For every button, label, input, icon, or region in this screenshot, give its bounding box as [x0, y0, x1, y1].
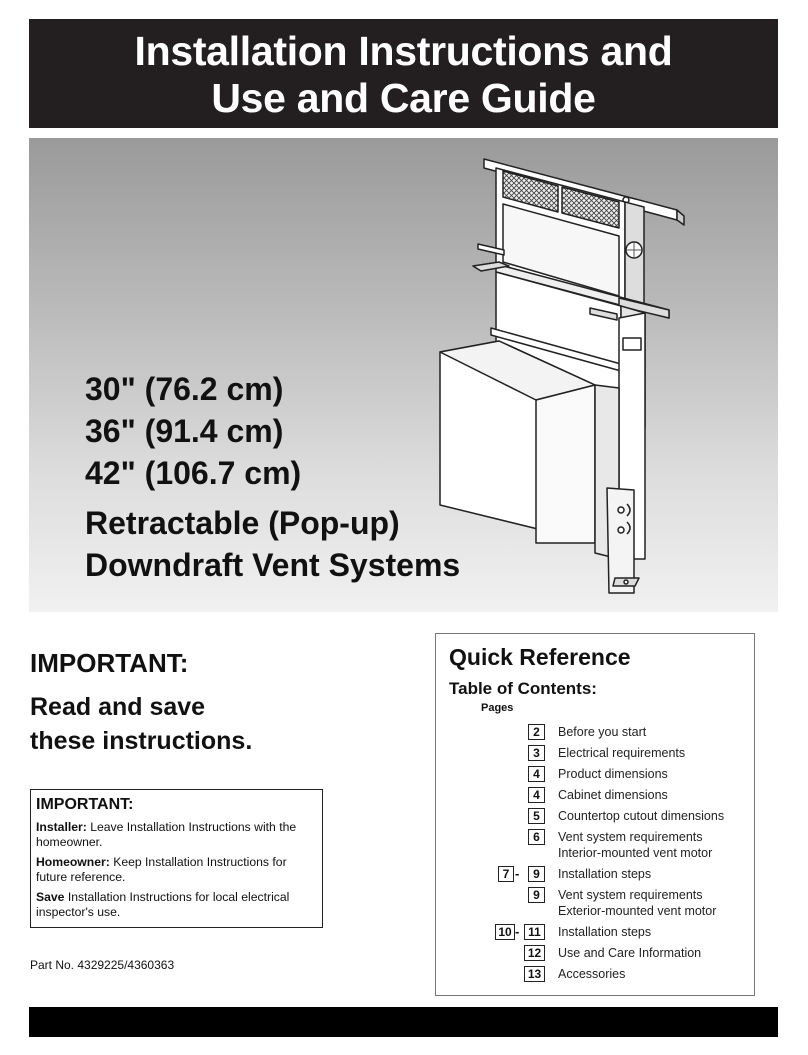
important-box-title: IMPORTANT: — [36, 796, 134, 813]
size-list — [85, 368, 301, 494]
toc-page-separator: - — [515, 866, 520, 881]
part-number: Part No. 4329225/4360363 — [30, 958, 175, 972]
homeowner-label: Homeowner: — [36, 855, 110, 869]
toc-page-start: 7 — [498, 866, 514, 882]
toc-entry-text: Use and Care Information — [558, 946, 702, 960]
installer-note — [36, 820, 318, 850]
title-line-1: Installation Instructions and — [134, 28, 673, 74]
save-label: Save — [36, 890, 65, 904]
toc-item[interactable] — [436, 745, 754, 763]
toc-item[interactable] — [436, 924, 754, 942]
important-notice-box — [30, 789, 323, 928]
size-36: 36" (91.4 cm) — [85, 413, 284, 449]
homeowner-text: Keep Installation Instructions for future reference. — [36, 855, 287, 884]
toc-entry-text: Accessories — [558, 967, 626, 981]
toc-item[interactable] — [436, 829, 754, 863]
toc-page-number: 12 — [524, 945, 545, 961]
toc-item[interactable] — [436, 724, 754, 742]
toc-entry-subtext: Exterior-mounted vent motor — [558, 904, 717, 918]
installer-text: Leave Installation Instructions with the homeowner. — [36, 820, 297, 849]
toc-page-number: 3 — [528, 745, 545, 761]
pages-label: Pages — [481, 702, 514, 714]
toc-page-number: 4 — [528, 766, 545, 782]
save-text: Installation Instructions for local electrical inspector's use. — [36, 890, 290, 919]
toc-page-number: 9 — [528, 866, 545, 882]
toc-entry-text: Product dimensions — [558, 767, 668, 781]
size-30: 30" (76.2 cm) — [85, 371, 284, 407]
product-name — [85, 502, 460, 586]
toc-entry-text: Electrical requirements — [558, 746, 686, 760]
toc-page-separator: - — [515, 924, 520, 939]
important-heading: IMPORTANT: — [30, 648, 189, 678]
toc-item[interactable] — [436, 945, 754, 963]
toc-page-start: 10 — [495, 924, 515, 940]
quick-reference-title: Quick Reference — [449, 644, 631, 670]
read-save-line-2: these instructions. — [30, 727, 253, 755]
toc-page-number: 5 — [528, 808, 545, 824]
toc-entry-text: Countertop cutout dimensions — [558, 809, 725, 823]
installer-label: Installer: — [36, 820, 87, 834]
table-of-contents-title: Table of Contents: — [449, 679, 597, 698]
toc-page-number: 2 — [528, 724, 545, 740]
read-save-line-1: Read and save — [30, 693, 206, 721]
title-line-2: Use and Care Guide — [211, 75, 596, 121]
read-and-save-notice — [30, 690, 252, 758]
quick-reference-box — [435, 633, 755, 996]
toc-entry-text: Cabinet dimensions — [558, 788, 668, 802]
toc-page-number: 11 — [524, 924, 545, 940]
product-name-line-2: Downdraft Vent Systems — [85, 547, 461, 583]
toc-page-number: 13 — [524, 966, 545, 982]
save-note — [36, 890, 318, 920]
toc-item[interactable] — [436, 966, 754, 984]
toc-entry-text: Before you start — [558, 725, 647, 739]
toc-entry-text: Installation steps — [558, 925, 652, 939]
toc-entry-text: Installation steps — [558, 867, 652, 881]
document-title-banner — [29, 19, 778, 128]
size-42: 42" (106.7 cm) — [85, 455, 302, 491]
toc-page-number: 9 — [528, 887, 545, 903]
toc-page-number: 6 — [528, 829, 545, 845]
toc-item[interactable] — [436, 866, 754, 884]
footer-bar — [29, 1007, 778, 1037]
toc-item[interactable] — [436, 787, 754, 805]
toc-item[interactable] — [436, 808, 754, 826]
product-name-line-1: Retractable (Pop-up) — [85, 505, 400, 541]
hero-panel — [29, 138, 778, 612]
toc-item[interactable] — [436, 887, 754, 921]
toc-entry-subtext: Interior-mounted vent motor — [558, 846, 713, 860]
toc-entry-text: Vent system requirements — [558, 888, 703, 902]
toc-entry-text: Vent system requirements — [558, 830, 703, 844]
toc-item[interactable] — [436, 766, 754, 784]
toc-page-number: 4 — [528, 787, 545, 803]
homeowner-note — [36, 855, 318, 885]
